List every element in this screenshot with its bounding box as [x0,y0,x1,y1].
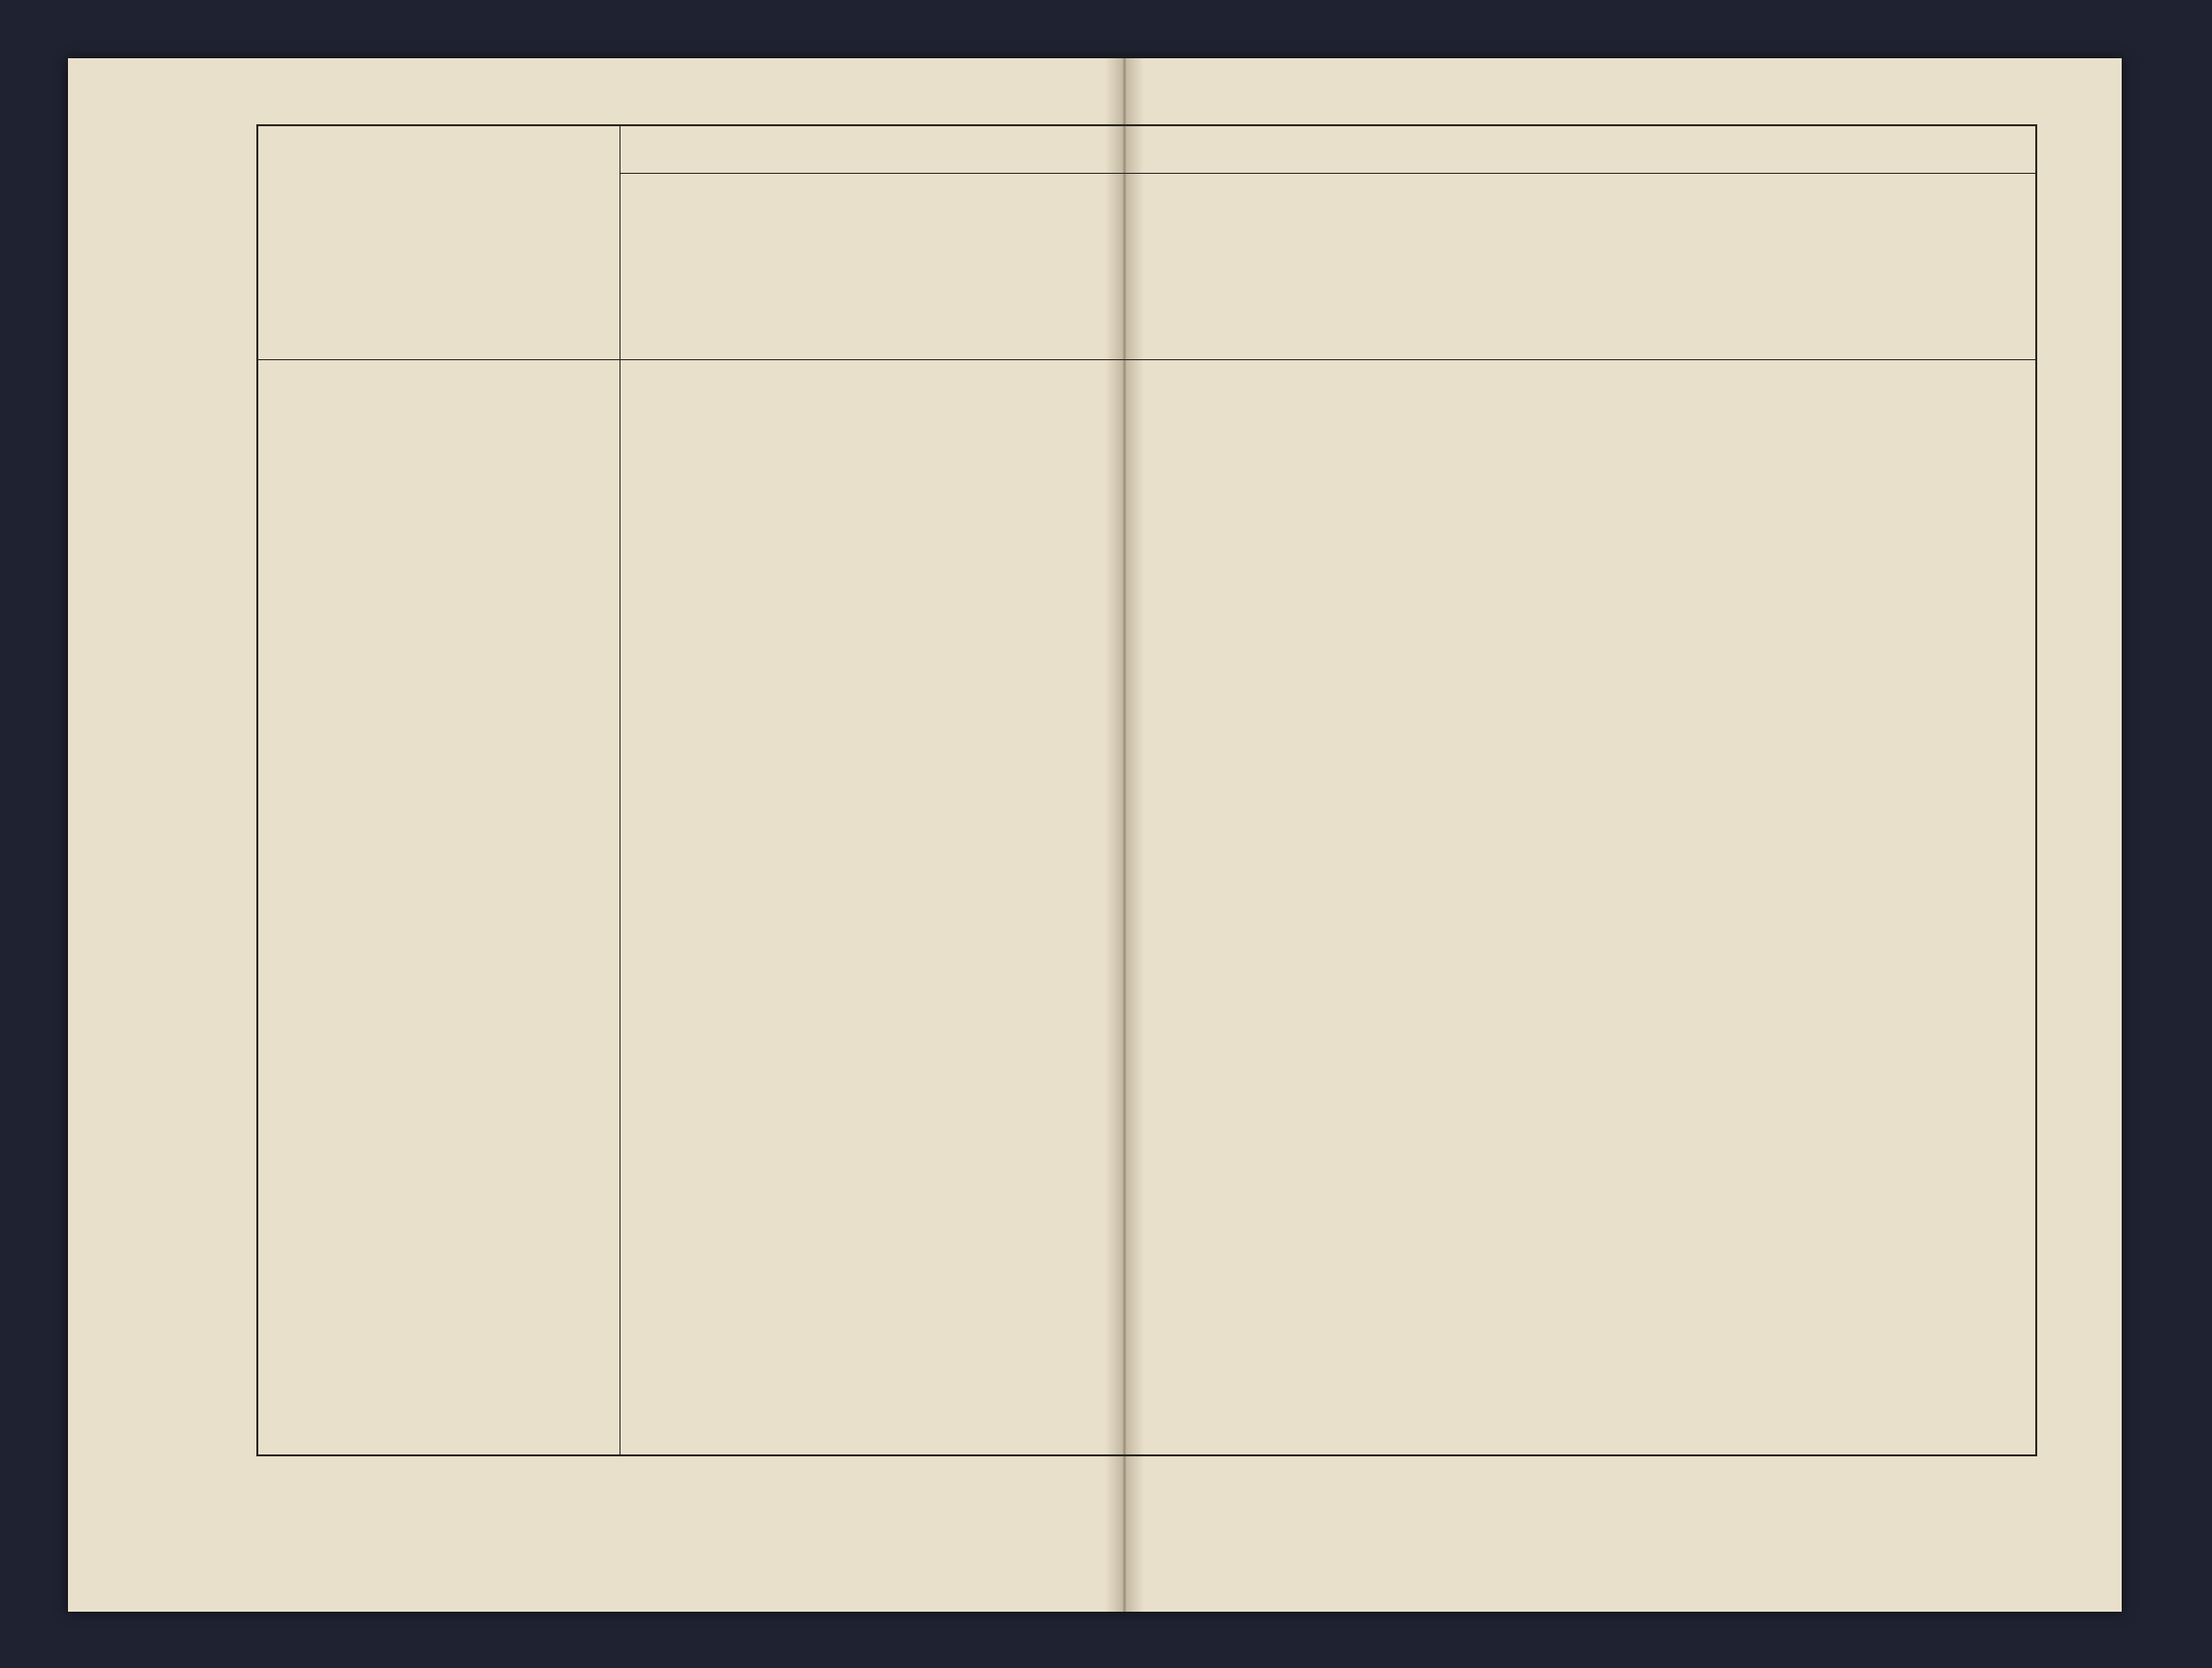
statistics-table [256,124,2037,1456]
places-column [258,126,620,1454]
main-title [620,126,2035,174]
book-spread [68,58,2122,1612]
places-title [258,126,620,272]
header-divider [258,359,2035,360]
